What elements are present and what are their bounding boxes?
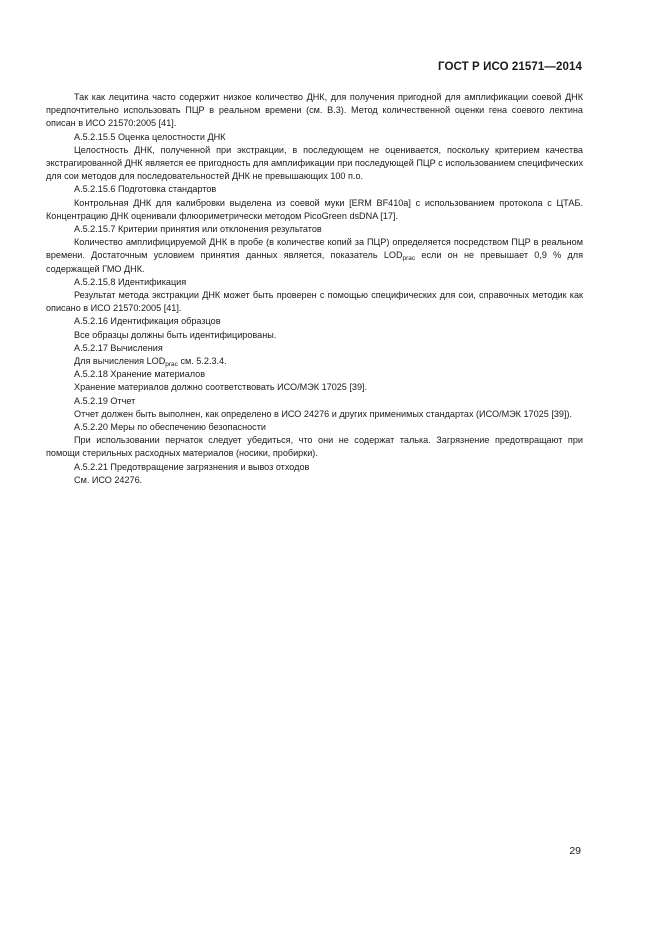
body-paragraph: Целостность ДНК, полученной при экстракции, в последующем не оценивается, поскольку критерием качества экстрагированной ДНК является ее пригодность для амплификации при последующей ПЦР с использованием специфических для сои методов для последовательностей ДНК не превышающих 100 п.о.	[46, 144, 583, 182]
section-heading: А.5.2.19 Отчет	[74, 395, 136, 406]
paragraph-text: Для вычисления LOD	[74, 356, 166, 367]
body-paragraph: Все образцы должны быть идентифицированы.	[74, 329, 277, 340]
body-paragraph: См. ИСО 24276.	[74, 474, 143, 485]
subscript: prac	[402, 255, 416, 263]
section-heading: А.5.2.16 Идентификация образцов	[74, 316, 221, 327]
body-paragraph: Отчет должен быть выполнен, как определено в ИСО 24276 и других применимых стандартах (ИСО/МЭК 17025 [39]).	[74, 408, 573, 419]
section-heading: А.5.2.18 Хранение материалов	[74, 369, 206, 380]
body-paragraph: Так как лецитина часто содержит низкое количество ДНК, для получения пригодной для амплификации соевой ДНК предпочтительно использовать ПЦР в реальном времени (см. В.3). Метод количественной оценки гена соевого лектина описан в ИСО 21570:2005 [41].	[46, 92, 583, 129]
section-heading: А.5.2.15.8 Идентификация	[74, 276, 187, 287]
document-body	[46, 91, 583, 487]
paragraph-text: если он не превышает 0,9 % для содержащей ГМО ДНК.	[46, 250, 583, 274]
body-paragraph: Результат метода экстракции ДНК может быть проверен с помощью специфических для сои, справочных методик как описано в ИСО 21570:2005 [41].	[46, 290, 583, 314]
body-paragraph: Контрольная ДНК для калибровки выделена из соевой муки [ERM BF410a] с использованием протокола с ЦТАБ. Концентрацию ДНК оценивали флюориметрически методом PicoGreen dsDNA [17].	[46, 197, 583, 221]
section-heading: А.5.2.15.6 Подготовка стандартов	[74, 184, 217, 195]
document-header: ГОСТ Р ИСО 21571—2014	[437, 61, 582, 73]
section-heading: А.5.2.17 Вычисления	[74, 342, 163, 353]
section-heading: А.5.2.15.5 Оценка целостности ДНК	[74, 131, 226, 142]
section-heading: А.5.2.20 Меры по обеспечению безопасности	[74, 422, 266, 433]
body-paragraph	[46, 355, 583, 368]
body-paragraph: Хранение материалов должно соответствовать ИСО/МЭК 17025 [39].	[74, 382, 368, 393]
section-heading: А.5.2.15.7 Критерии принятия или отклонения результатов	[74, 224, 322, 235]
body-paragraph	[46, 236, 583, 276]
body-paragraph: При использовании перчаток следует убедиться, что они не содержат талька. Загрязнение предотвращают при помощи стерильных расходных материалов (носики, пробирки).	[46, 435, 583, 459]
page-number: 29	[569, 845, 581, 857]
subscript: prac	[165, 361, 178, 369]
paragraph-text: см. 5.2.3.4.	[177, 356, 227, 367]
paragraph-text: Количество амплифицируемой ДНК в пробе (в количестве копий за ПЦР) определяется посредством ПЦР в реальном времени. Достаточным условием принятия данных является, показатель LOD	[46, 237, 583, 261]
section-heading: А.5.2.21 Предотвращение загрязнения и вывоз отходов	[74, 461, 310, 472]
